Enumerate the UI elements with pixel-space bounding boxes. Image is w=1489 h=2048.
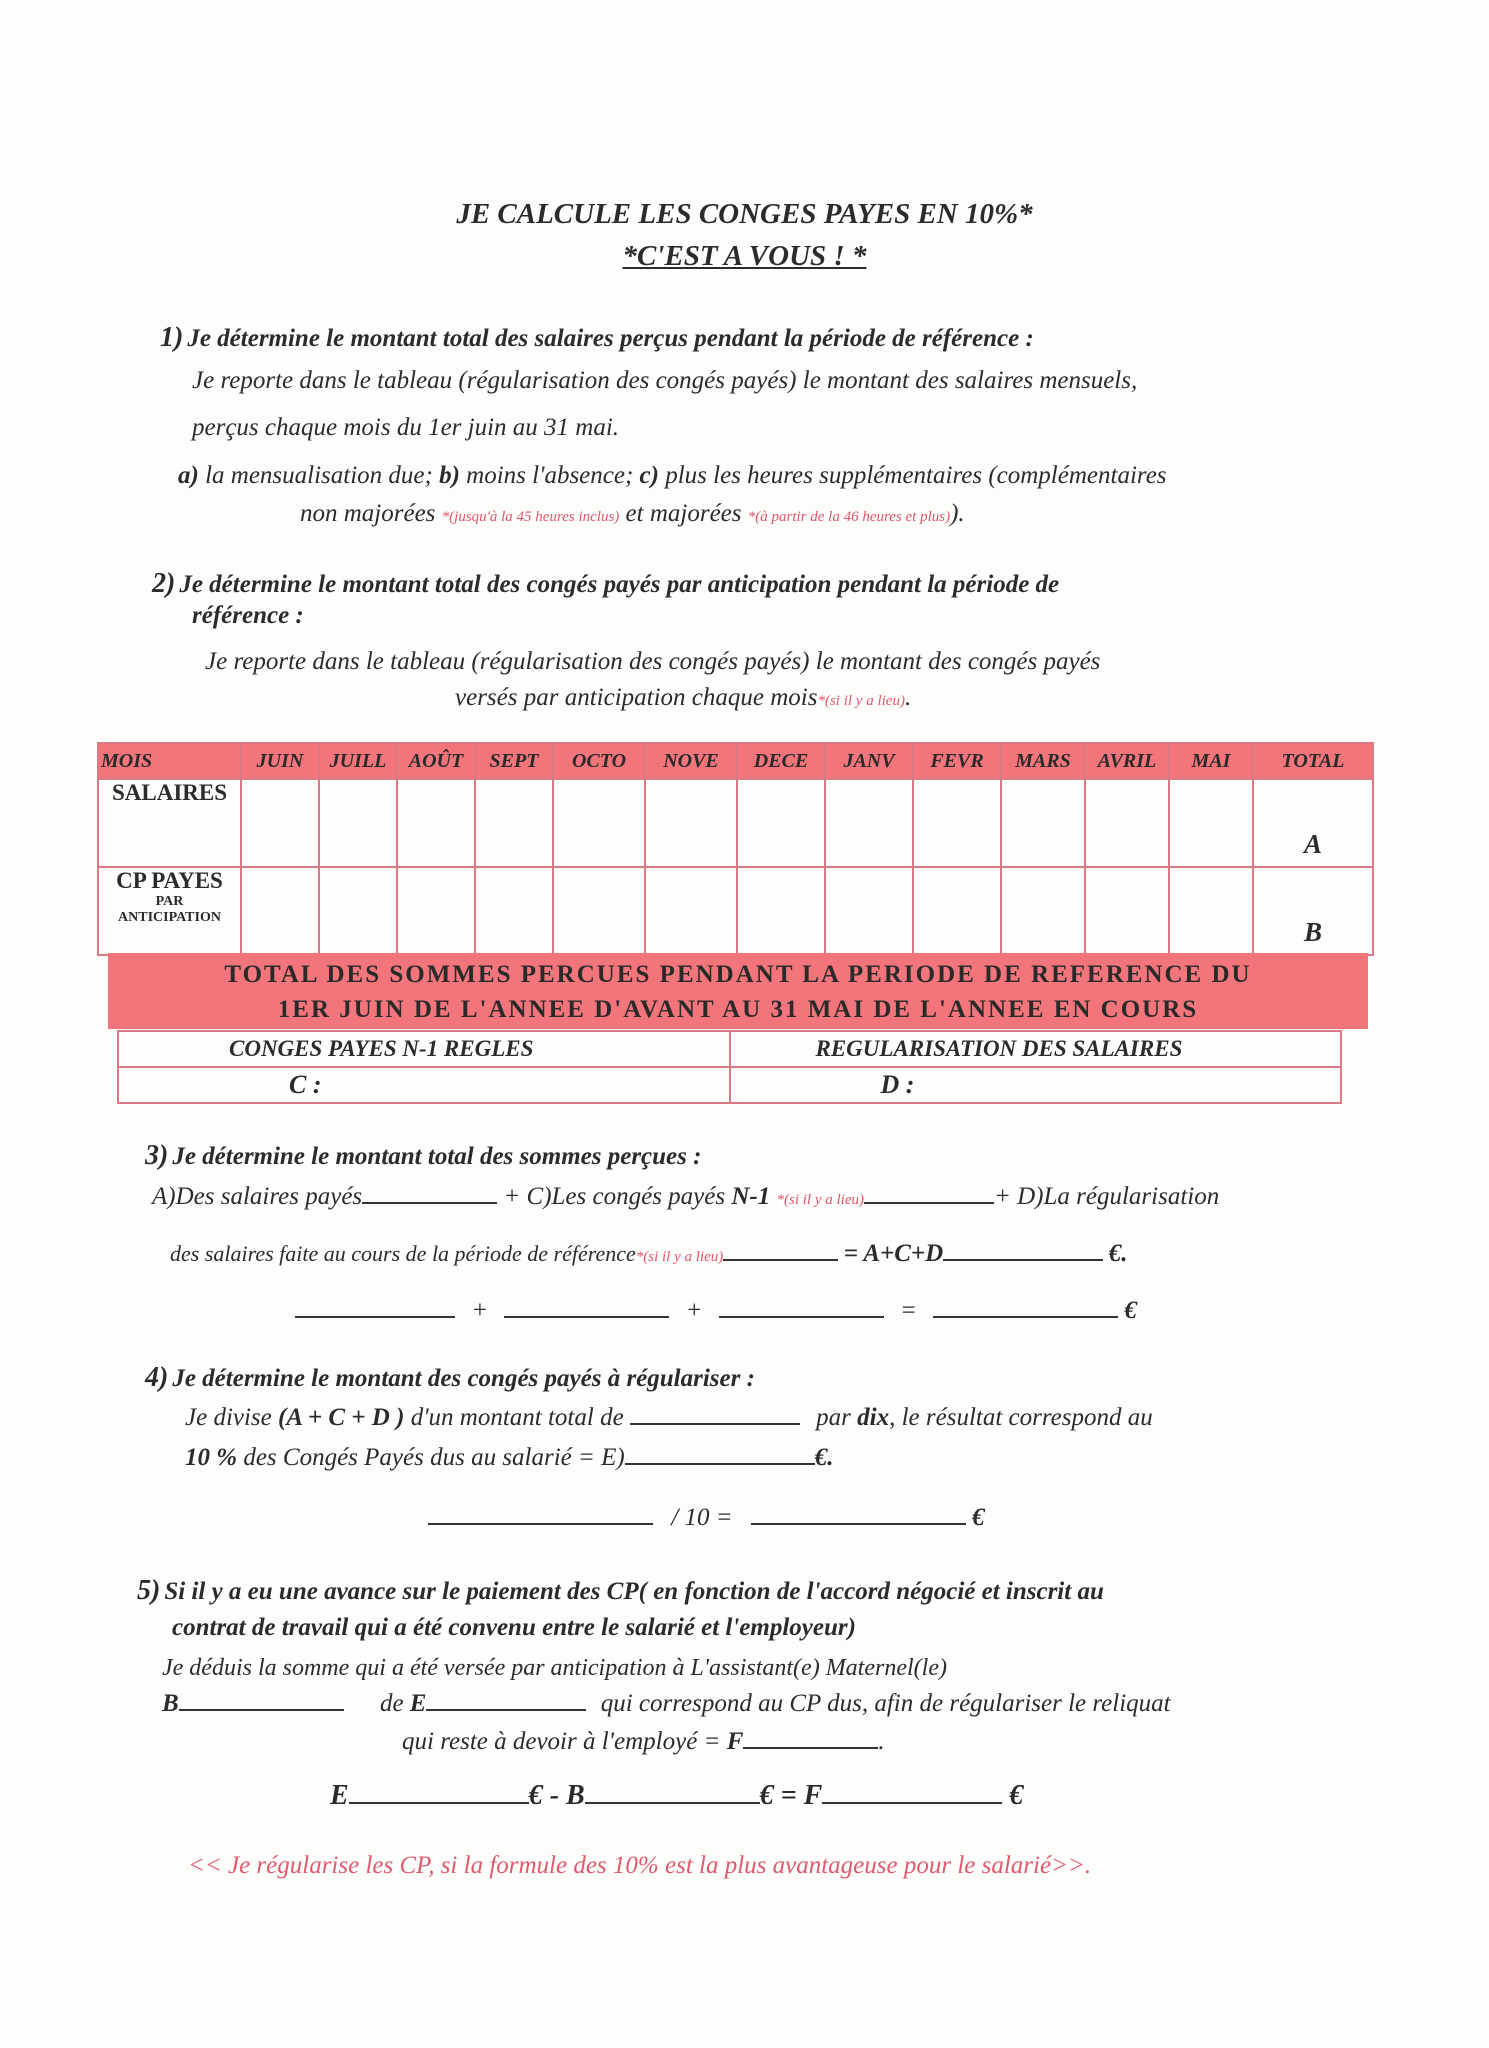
section-number: 5) (137, 1575, 161, 1606)
blank-field[interactable] (179, 1709, 344, 1711)
heading-text: Si il y a eu une avance sur le paiement des CP( en fonction de l'accord négocié et inscrit au (164, 1578, 1104, 1605)
formula: € - B (528, 1780, 585, 1811)
section-3-line-3 (295, 1297, 1137, 1325)
input-cell[interactable] (913, 779, 1001, 867)
input-cell[interactable] (475, 779, 553, 867)
item-a-text: la mensualisation due; (205, 462, 433, 489)
footer-note: << Je régularise les CP, si la formule des 10% est la plus avantageuse pour le salarié>>. (188, 1852, 1092, 1879)
text: non majorées (300, 500, 436, 527)
section-1-heading (160, 322, 1034, 354)
header-cell: REGULARISATION DES SALAIRES (730, 1031, 1342, 1067)
section-4-line-1 (185, 1404, 1153, 1432)
input-cell[interactable] (1001, 867, 1085, 955)
input-cell[interactable] (645, 867, 737, 955)
total-banner (108, 953, 1368, 1029)
blank-field[interactable] (751, 1523, 966, 1525)
table-row (118, 1067, 1341, 1103)
header-cell: JANV (825, 743, 913, 779)
text: 10 % (185, 1444, 238, 1471)
item-b-label: b) (439, 462, 460, 489)
input-cell[interactable] (241, 867, 319, 955)
header-cell: AVRIL (1085, 743, 1169, 779)
section-number: 3) (145, 1140, 169, 1171)
section-1-line-4 (300, 500, 965, 528)
totals-table (117, 1030, 1342, 1104)
input-cell[interactable] (825, 779, 913, 867)
header-cell: NOVE (645, 743, 737, 779)
input-cell[interactable] (1085, 779, 1169, 867)
header-cell: JUILL (319, 743, 397, 779)
text: par (816, 1404, 851, 1431)
blank-field[interactable] (362, 1202, 497, 1204)
euro-sign: € (1124, 1297, 1137, 1324)
input-cell[interactable] (319, 779, 397, 867)
section-5-line-2 (162, 1690, 1171, 1718)
header-cell: FEVR (913, 743, 1001, 779)
item-c-text: plus les heures supplémentaires (complémentaires (665, 462, 1167, 489)
footnote: *(si il y a lieu) (776, 1192, 864, 1208)
text: qui reste à devoir à l'employé = (402, 1728, 721, 1755)
value-cell-d[interactable]: D : (730, 1067, 1342, 1103)
input-cell[interactable] (475, 867, 553, 955)
table-header-row (98, 743, 1373, 779)
blank-field[interactable] (504, 1316, 669, 1318)
euro-sign: € (1009, 1780, 1024, 1811)
banner-line: TOTAL DES SOMMES PERCUES PENDANT LA PERIODE DE REFERENCE DU (224, 961, 1252, 988)
equals-sign: = (900, 1297, 917, 1324)
footnote: *(si il y a lieu) (817, 693, 905, 709)
text: A)Des salaires payés (152, 1183, 363, 1210)
input-cell[interactable] (737, 867, 825, 955)
item-b-text: moins l'absence; (466, 462, 634, 489)
section-1-line-2: perçus chaque mois du 1er juin au 31 mai. (192, 414, 620, 441)
formula: (A + C + D ) (278, 1404, 405, 1431)
table-row (118, 1031, 1341, 1067)
text: Je divise (185, 1404, 272, 1431)
blank-field[interactable] (723, 1259, 838, 1261)
blank-field[interactable] (428, 1523, 653, 1525)
section-number: 1) (160, 322, 184, 353)
formula: € = F (759, 1780, 823, 1811)
section-3-heading (145, 1140, 701, 1172)
plus-sign: + (471, 1297, 489, 1324)
salary-table (97, 742, 1374, 956)
header-cell: DECE (737, 743, 825, 779)
text: B (162, 1690, 179, 1717)
section-2-line-1: Je reporte dans le tableau (régularisation des congés payés) le montant des congés payés (205, 648, 1101, 675)
header-cell: TOTAL (1253, 743, 1373, 779)
header-cell: CONGES PAYES N-1 REGLES (118, 1031, 730, 1067)
section-2-heading-cont: référence : (192, 602, 304, 629)
text: et majorées (625, 500, 742, 527)
blank-field[interactable] (822, 1802, 1002, 1804)
page-title: JE CALCULE LES CONGES PAYES EN 10%* (456, 198, 1033, 230)
table-row-cp-payes (98, 867, 1373, 955)
plus-sign: + (685, 1297, 703, 1324)
text: . (904, 684, 912, 711)
heading-text: Je détermine le montant total des sommes perçues : (172, 1143, 702, 1170)
section-number: 4) (145, 1362, 169, 1393)
table-row-salaires (98, 779, 1373, 867)
heading-text: Je détermine le montant total des congés payés par anticipation pendant la période de (179, 571, 1060, 598)
page-subtitle: *C'EST A VOUS ! * (622, 240, 867, 272)
euro-sign: € (972, 1504, 985, 1531)
text: d'un montant total de (410, 1404, 624, 1431)
header-cell: AOÛT (397, 743, 475, 779)
header-cell: MARS (1001, 743, 1085, 779)
heading-text: Je détermine le montant total des salaires perçus pendant la période de référence : (187, 325, 1034, 352)
input-cell[interactable] (397, 779, 475, 867)
blank-field[interactable] (630, 1423, 800, 1425)
text: des salaires faite au cours de la période de référence (170, 1241, 636, 1266)
blank-field[interactable] (426, 1709, 586, 1711)
input-cell[interactable] (645, 779, 737, 867)
blank-field[interactable] (864, 1202, 994, 1204)
text: N-1 (731, 1183, 771, 1210)
formula: / 10 = (671, 1504, 733, 1531)
section-2-line-2 (455, 684, 911, 712)
section-3-line-2 (170, 1240, 1127, 1268)
blank-field[interactable] (625, 1463, 815, 1465)
section-4-heading (145, 1362, 755, 1394)
section-5-heading-cont: contrat de travail qui a été convenu entre le salarié et l'employeur) (172, 1614, 856, 1641)
row-label: SALAIRES (98, 779, 241, 867)
header-cell: OCTO (553, 743, 645, 779)
text: qui correspond au CP dus, afin de régulariser le reliquat (600, 1690, 1171, 1717)
formula: = A+C+D (843, 1240, 944, 1267)
text: . (878, 1728, 885, 1755)
footnote: *(si il y a lieu) (635, 1249, 724, 1265)
input-cell[interactable] (1085, 867, 1169, 955)
blank-field[interactable] (585, 1802, 760, 1804)
text: E (409, 1690, 427, 1717)
input-cell[interactable] (825, 867, 913, 955)
item-a-label: a) (178, 462, 199, 489)
input-cell[interactable] (737, 779, 825, 867)
text: ). (950, 500, 965, 527)
text: des Congés Payés dus au salarié = E) (243, 1444, 625, 1471)
row-label-text: CP PAYES (116, 868, 223, 893)
footnote: *(à partir de la 46 heures et plus) (747, 509, 951, 525)
banner-line: 1ER JUIN DE L'ANNEE D'AVANT AU 31 MAI DE L'ANNEE EN COURS (277, 996, 1199, 1023)
input-cell[interactable] (241, 779, 319, 867)
text: + D)La régularisation (993, 1183, 1220, 1210)
input-cell[interactable] (1001, 779, 1085, 867)
row-label-sub: PAR (155, 894, 184, 909)
total-a[interactable]: A (1253, 779, 1373, 867)
section-5-heading (137, 1575, 1104, 1607)
blank-field[interactable] (349, 1802, 529, 1804)
euro-sign: €. (814, 1444, 834, 1471)
blank-field[interactable] (295, 1316, 455, 1318)
section-5-formula (330, 1780, 1023, 1812)
input-cell[interactable] (553, 779, 645, 867)
section-5-line-1: Je déduis la somme qui a été versée par anticipation à L'assistant(e) Maternel(le) (162, 1655, 947, 1681)
section-4-line-3 (428, 1504, 985, 1532)
row-label-sub: ANTICIPATION (118, 910, 221, 925)
item-c-label: c) (639, 462, 659, 489)
blank-field[interactable] (719, 1316, 884, 1318)
input-cell[interactable] (1169, 779, 1253, 867)
section-1-line-1: Je reporte dans le tableau (régularisation des congés payés) le montant des salaires mensuels, (192, 367, 1138, 394)
section-2-heading (152, 568, 1059, 600)
text: versés par anticipation chaque mois (455, 684, 818, 711)
heading-text: Je détermine le montant des congés payés à régulariser : (172, 1365, 755, 1392)
section-number: 2) (152, 568, 176, 599)
section-4-line-2 (185, 1444, 834, 1472)
euro-sign: €. (1108, 1240, 1128, 1267)
total-b[interactable]: B (1253, 867, 1373, 955)
text: + C)Les congés payés (503, 1183, 726, 1210)
input-cell[interactable] (553, 867, 645, 955)
value-cell-c[interactable]: C : (118, 1067, 730, 1103)
header-cell: JUIN (241, 743, 319, 779)
header-cell: MOIS (98, 743, 241, 779)
input-cell[interactable] (319, 867, 397, 955)
blank-field[interactable] (933, 1316, 1118, 1318)
blank-field[interactable] (743, 1747, 878, 1749)
section-5-line-3 (402, 1728, 885, 1756)
section-3-line-1 (152, 1183, 1219, 1211)
text: dix (857, 1404, 890, 1431)
section-1-line-3 (178, 462, 1167, 490)
input-cell[interactable] (397, 867, 475, 955)
header-cell: MAI (1169, 743, 1253, 779)
text: E (330, 1780, 349, 1811)
input-cell[interactable] (1169, 867, 1253, 955)
input-cell[interactable] (913, 867, 1001, 955)
blank-field[interactable] (943, 1259, 1103, 1261)
text: , le résultat correspond au (889, 1404, 1153, 1431)
text: de (379, 1690, 404, 1717)
footnote: *(jusqu'à la 45 heures inclus) (441, 509, 620, 525)
text: F (726, 1728, 744, 1755)
row-label (98, 867, 241, 955)
header-cell: SEPT (475, 743, 553, 779)
